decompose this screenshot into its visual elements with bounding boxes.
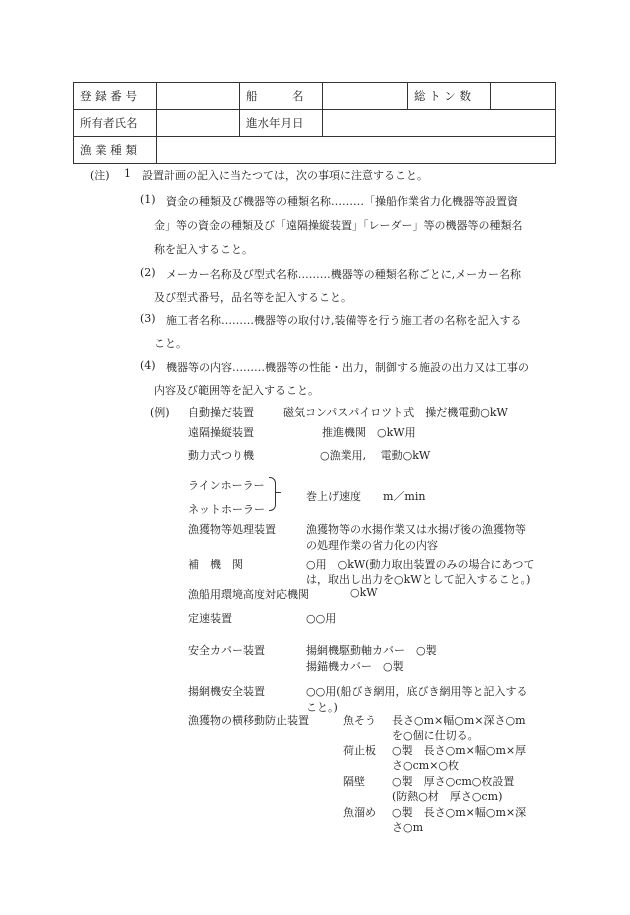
example-11-name: 漁獲物の横移動防止装置: [188, 714, 309, 727]
notes-prefix: (注): [90, 169, 110, 182]
example-9-line-2: 揚錨機カバー ○製: [306, 660, 404, 673]
example-10-name: 揚網機安全装置: [188, 685, 265, 698]
item-3-line-2: こと。: [154, 337, 187, 350]
table-row: [74, 110, 556, 137]
example-7-name: 漁船用環境高度対応機関: [188, 588, 309, 601]
example-11-b-line-1: ○製 長さ○m×幅○m×厚: [392, 744, 527, 757]
example-6-line-1: ○用 ○kW(動力取出装置のみの場合にあつて: [306, 558, 535, 571]
example-11-d-line-2: さ○m: [392, 821, 424, 834]
example-4-name-a: ラインホーラー: [188, 479, 265, 492]
example-4-desc: 巻上げ速度 m／min: [306, 490, 426, 503]
example-11-b-label: 荷止板: [343, 744, 376, 757]
note-1-number: 1: [124, 167, 131, 180]
example-label: (例): [150, 406, 170, 419]
example-6-line-2: は，取出し出力を○kWとして記入すること。): [306, 573, 531, 586]
fishery-type-field[interactable]: [157, 137, 556, 164]
example-5-line-1: 漁獲物等の水揚作業又は水揚げ後の漁獲物等: [306, 523, 526, 536]
item-3-line-1: 施工者名称………機器等の取付け,装備等を行う施工者の名称を記入する: [166, 314, 522, 327]
owner-name-label: 所有者氏名: [74, 110, 157, 137]
example-11-c-label: 隔壁: [343, 775, 365, 788]
ship-name-label: 船 名: [240, 83, 323, 110]
example-2-desc: 推進機関 ○kW用: [322, 426, 416, 439]
example-6-name: 補 機 関: [188, 558, 243, 571]
item-2-line-1: メーカー名称及び型式名称………機器等の種類名称ごとに,メーカー名称: [166, 268, 522, 281]
fishery-type-label: 漁 業 種 類: [74, 137, 157, 164]
example-1-desc: 磁気コンパスパイロツト式 操だ機電動○kW: [283, 406, 508, 419]
ship-name-field[interactable]: [323, 83, 408, 110]
example-5-name: 漁獲物等処理装置: [188, 523, 276, 536]
item-4-number: (4): [140, 359, 156, 372]
gross-tonnage-label: 総 ト ン 数: [408, 83, 491, 110]
registration-number-label: 登 録 番 号: [74, 83, 157, 110]
header-form-table: [73, 82, 556, 164]
table-row: [74, 83, 556, 110]
example-11-c-line-1: ○製 厚さ○cm○枚設置: [392, 775, 515, 788]
item-1-number: (1): [140, 193, 156, 206]
item-3-number: (3): [140, 312, 156, 325]
item-4-line-1: 機器等の内容………機器等の性能・出力，制御する施設の出力又は工事の: [166, 361, 529, 374]
example-1-name: 自動操だ装置: [188, 406, 254, 419]
gross-tonnage-field[interactable]: [491, 83, 556, 110]
launch-date-label: 進水年月日: [240, 110, 323, 137]
example-2-name: 遠隔操縦装置: [188, 426, 254, 439]
example-11-d-label: 魚溜め: [343, 806, 376, 819]
example-11-c-line-2: (防熱○材 厚さ○cm): [392, 790, 503, 803]
item-1-line-2: 金」等の資金の種類及び「遠隔操縦装置」「レーダー」等の機器等の種類名: [154, 219, 523, 232]
example-11-d-line-1: ○製 長さ○m×幅○m×深: [392, 806, 527, 819]
owner-name-field[interactable]: [157, 110, 240, 137]
launch-date-field[interactable]: [323, 110, 556, 137]
item-2-line-2: 及び型式番号，品名等を記入すること。: [154, 291, 352, 304]
example-4-name-b: ネットホーラー: [188, 503, 265, 516]
example-5-line-2: の処理作業の省力化の内容: [306, 539, 438, 552]
example-3-name: 動力式つり機: [188, 449, 254, 462]
item-1-line-3: 称を記入すること。: [154, 243, 253, 256]
example-8-desc: ○○用: [306, 612, 337, 625]
brace-icon: [269, 477, 276, 511]
item-4-line-2: 内容及び範囲等を記入すること。: [154, 384, 319, 397]
example-9-name: 安全カバー装置: [188, 644, 265, 657]
example-9-line-1: 揚網機駆動軸カバー ○製: [306, 644, 437, 657]
example-10-line-1: ○○用(船びき網用，底びき網用等と記入する: [306, 685, 528, 698]
item-1-line-1: 資金の種類及び機器等の種類名称………「操船作業省力化機器等設置資: [166, 195, 518, 208]
example-11-a-line-1: 長さ○m×幅○m×深さ○m: [392, 714, 526, 727]
example-10-line-2: こと。): [306, 701, 338, 714]
example-11-a-label: 魚そう: [343, 714, 376, 727]
item-2-number: (2): [140, 266, 156, 279]
example-3-desc: ○漁業用, 電動○kW: [320, 449, 431, 462]
notes-intro: 設置計画の記入に当たつては，次の事項に注意すること。: [142, 169, 428, 182]
registration-number-field[interactable]: [157, 83, 240, 110]
example-11-b-line-2: さ○cm×○枚: [392, 759, 460, 772]
example-8-name: 定速装置: [188, 612, 232, 625]
example-11-a-line-2: を○個に仕切る。: [392, 729, 479, 742]
example-7-desc: ○kW: [350, 586, 378, 599]
table-row: [74, 137, 556, 164]
